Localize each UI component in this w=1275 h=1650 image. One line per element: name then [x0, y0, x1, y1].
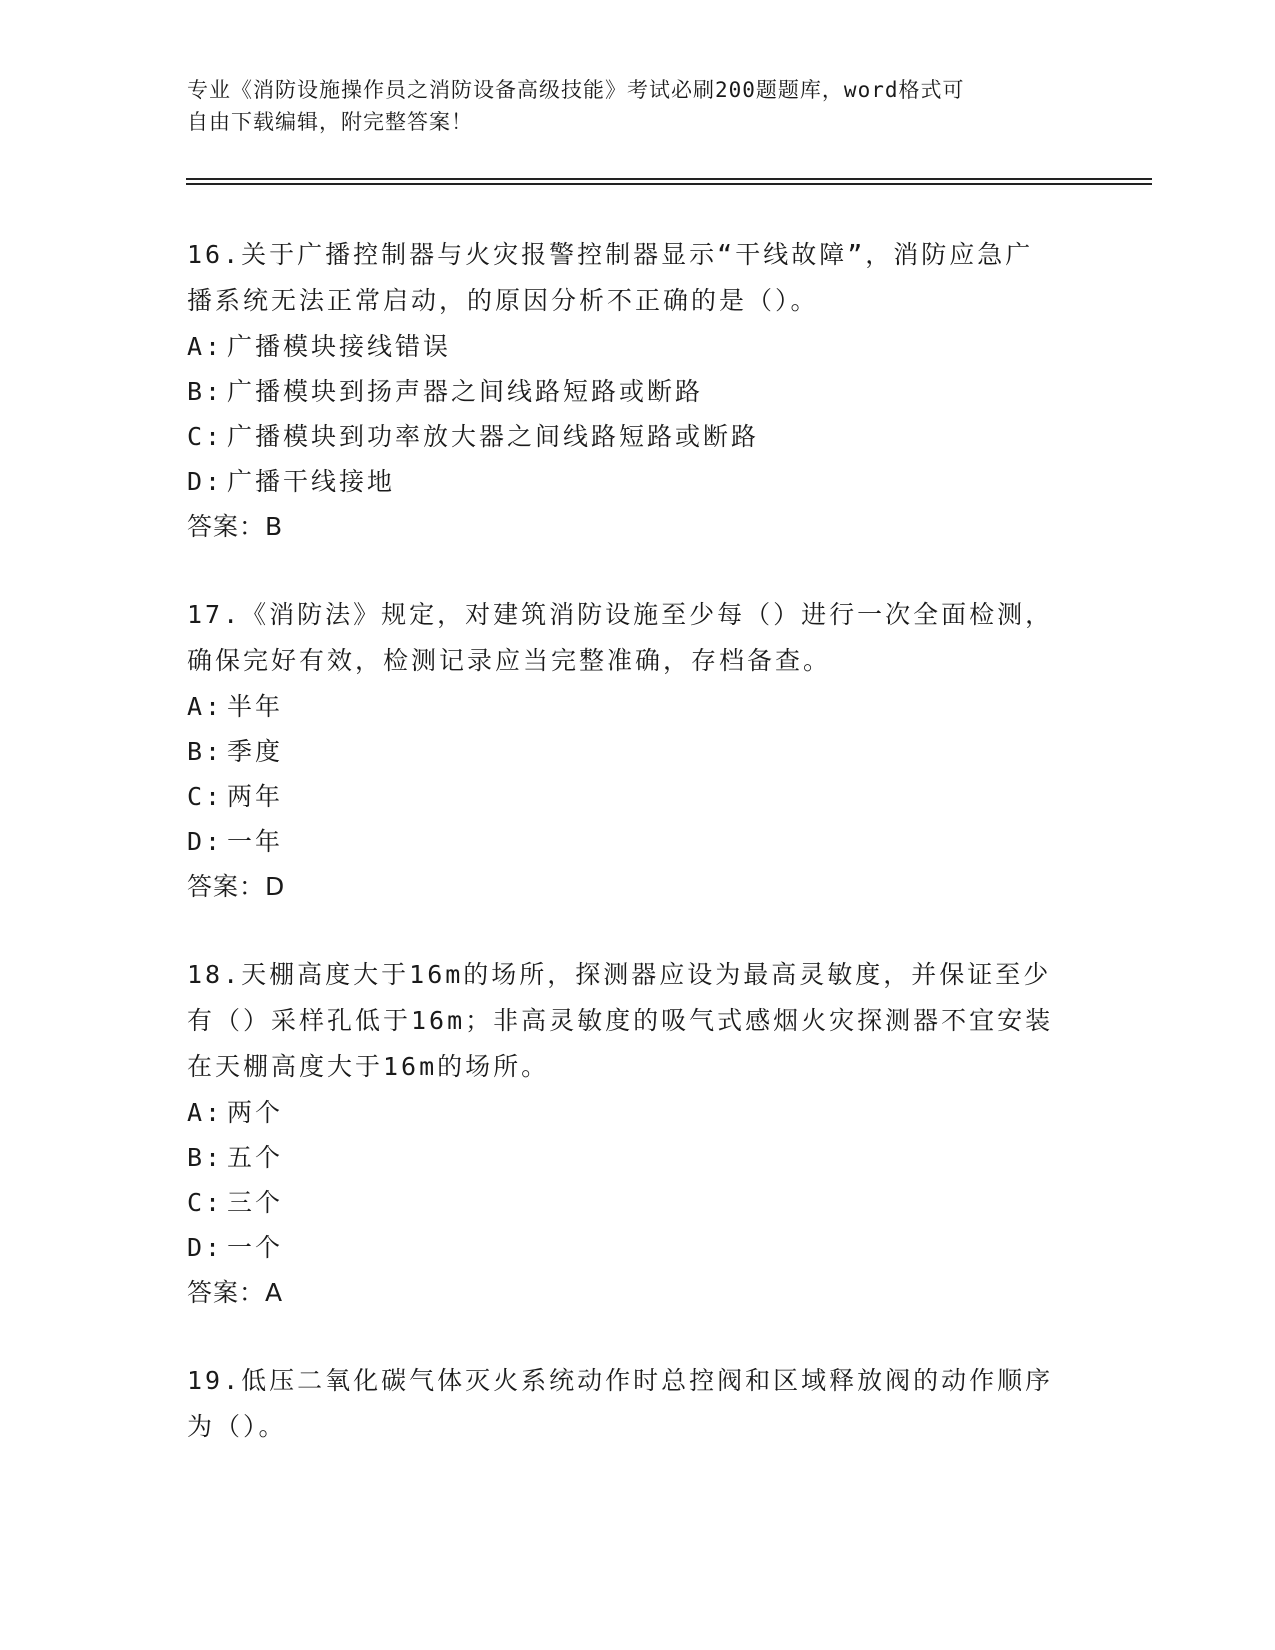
option-list: [187, 1090, 1087, 1270]
option-text: 五个: [227, 1143, 284, 1172]
option-letter: C:: [187, 1188, 224, 1217]
question-18: [187, 952, 1087, 1316]
option-text: 半年: [227, 692, 284, 721]
question-stem-line: 为（）。: [187, 1412, 287, 1441]
option-letter: D:: [187, 467, 224, 496]
option-text: 广播模块到功率放大器之间线路短路或断路: [227, 422, 760, 451]
question-spacer: [187, 910, 1087, 952]
option-letter: B:: [187, 377, 224, 406]
option-d: [187, 1225, 1087, 1270]
option-c: [187, 774, 1087, 819]
header-line-2: 自由下载编辑，附完整答案！: [187, 110, 473, 134]
question-spacer: [187, 550, 1087, 592]
option-text: 三个: [227, 1188, 284, 1217]
header-line-1: 专业《消防设施操作员之消防设备高级技能》考试必刷200题题库，word格式可: [187, 78, 965, 102]
question-stem-line: 18.天棚高度大于16m的场所，探测器应设为最高灵敏度，并保证至少: [187, 960, 1052, 989]
option-c: [187, 1180, 1087, 1225]
option-a: [187, 1090, 1087, 1135]
option-text: 一个: [227, 1233, 284, 1262]
option-b: [187, 729, 1087, 774]
option-letter: C:: [187, 422, 224, 451]
option-d: [187, 819, 1087, 864]
option-text: 一年: [227, 827, 284, 856]
question-stem-line: 有（）采样孔低于16m；非高灵敏度的吸气式感烟火灾探测器不宜安装: [187, 1006, 1054, 1035]
option-text: 季度: [227, 737, 284, 766]
option-letter: A:: [187, 692, 224, 721]
question-list: [187, 232, 1087, 1450]
question-stem-line: 确保完好有效，检测记录应当完整准确，存档备查。: [187, 646, 832, 675]
option-letter: A:: [187, 332, 224, 361]
option-list: [187, 684, 1087, 864]
option-list: [187, 324, 1087, 504]
option-c: [187, 414, 1087, 459]
option-text: 两年: [227, 782, 284, 811]
question-stem-line: 19.低压二氧化碳气体灭火系统动作时总控阀和区域释放阀的动作顺序: [187, 1366, 1054, 1395]
option-letter: D:: [187, 827, 224, 856]
option-b: [187, 1135, 1087, 1180]
option-d: [187, 459, 1087, 504]
option-letter: A:: [187, 1098, 224, 1127]
question-stem-line: 16.关于广播控制器与火灾报警控制器显示“干线故障”，消防应急广: [187, 240, 1034, 269]
question-19: [187, 1358, 1087, 1450]
answer-line: 答案：B: [187, 512, 284, 541]
question-stem-line: 17.《消防法》规定，对建筑消防设施至少每（）进行一次全面检测，: [187, 600, 1054, 629]
question-17: [187, 592, 1087, 910]
question-spacer: [187, 1316, 1087, 1358]
option-a: [187, 684, 1087, 729]
option-letter: B:: [187, 1143, 224, 1172]
option-b: [187, 369, 1087, 414]
header-divider-top: [186, 178, 1152, 180]
option-text: 广播干线接地: [227, 467, 396, 496]
question-stem-line: 在天棚高度大于16m的场所。: [187, 1052, 550, 1081]
document-header: [187, 74, 1067, 138]
option-text: 两个: [227, 1098, 284, 1127]
option-letter: D:: [187, 1233, 224, 1262]
option-letter: C:: [187, 782, 224, 811]
option-letter: B:: [187, 737, 224, 766]
option-text: 广播模块到扬声器之间线路短路或断路: [227, 377, 704, 406]
question-stem-line: 播系统无法正常启动，的原因分析不正确的是（）。: [187, 286, 819, 315]
option-a: [187, 324, 1087, 369]
question-16: [187, 232, 1087, 550]
option-text: 广播模块接线错误: [227, 332, 452, 361]
answer-line: 答案：A: [187, 1278, 284, 1307]
header-divider-bottom: [186, 183, 1152, 185]
answer-line: 答案：D: [187, 872, 286, 901]
